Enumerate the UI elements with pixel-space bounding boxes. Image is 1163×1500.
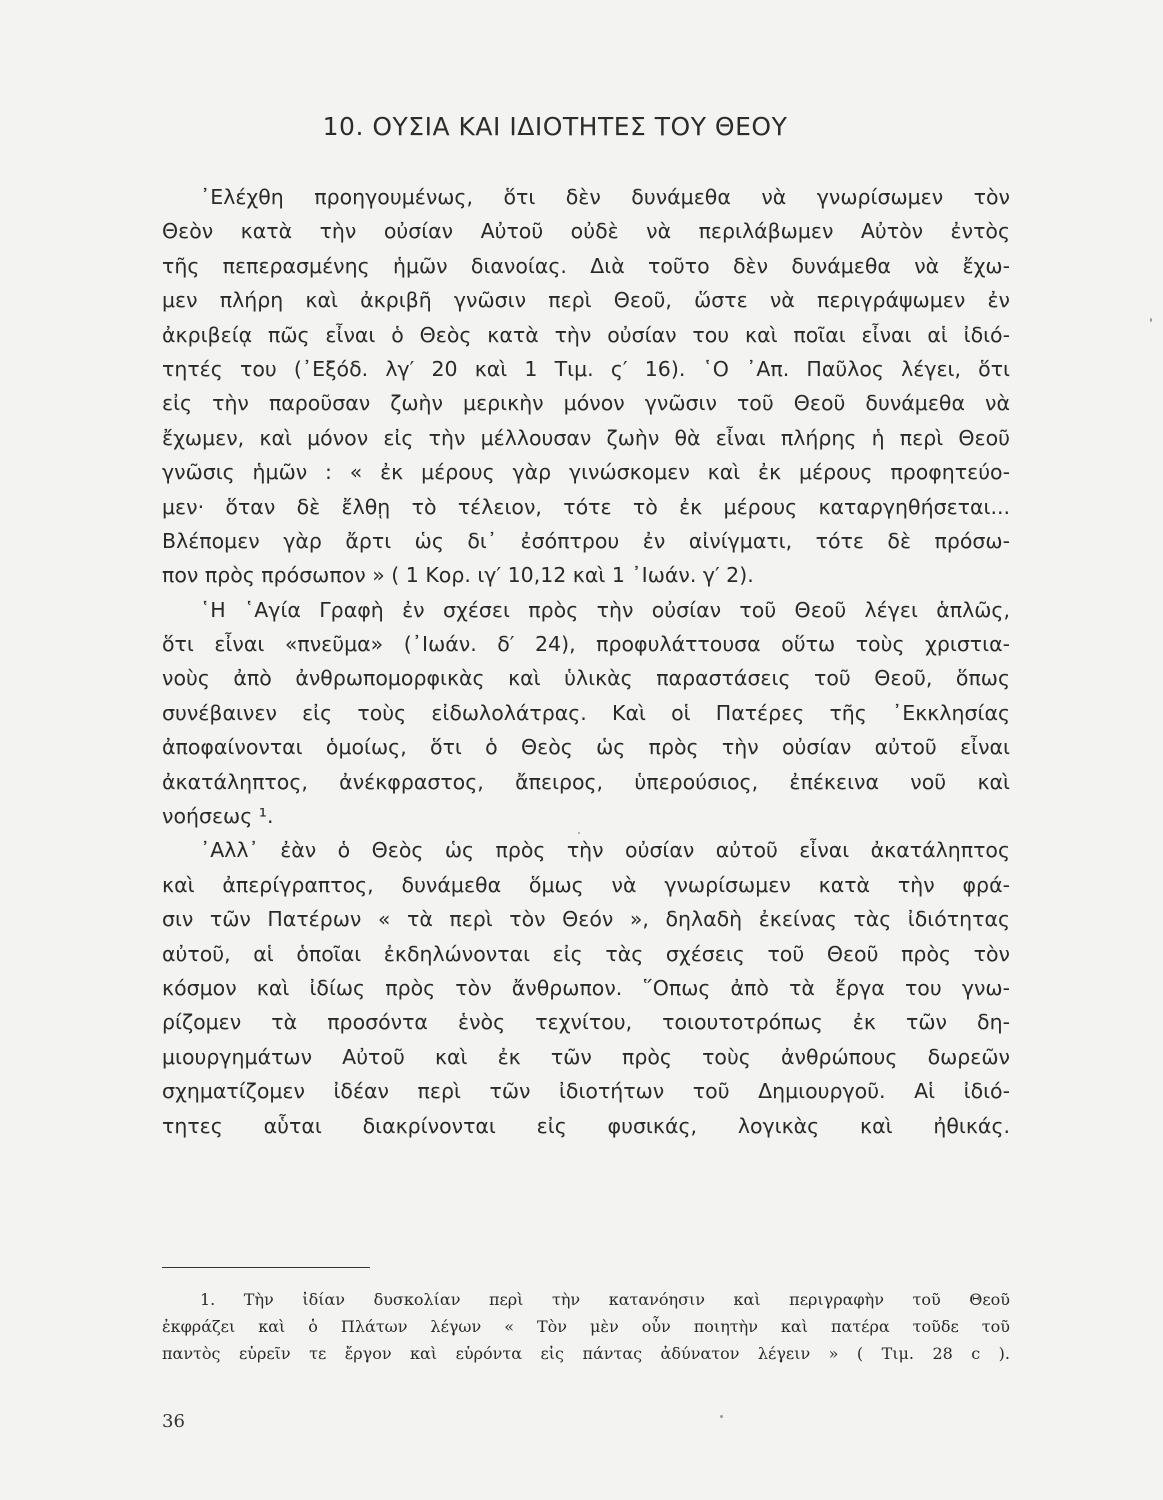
text-line: τῆς πεπερασμένης ἡμῶν διανοίας. Διὰ τοῦτο δὲν δυνάμεθα νὰ ἔχω- — [162, 253, 1010, 278]
paragraph-2 — [162, 593, 1010, 834]
footnote-divider — [162, 1267, 370, 1268]
text-line: Θεὸν κατὰ τὴν οὐσίαν Αὐτοῦ οὐδὲ νὰ περιλάβωμεν Αὐτὸν ἐντὸς — [162, 219, 1010, 244]
text-line: πον πρὸς πρόσωπον » ( 1 Κορ. ιγ′ 10,12 καὶ 1 ᾿Ιωάν. γ′ 2). — [162, 563, 754, 588]
text-line: εἰς τὴν παροῦσαν ζωὴν μερικὴν μόνον γνῶσιν τοῦ Θεοῦ δυνάμεθα νὰ — [162, 391, 1010, 416]
text-line: ἀκριβείᾳ πῶς εἶναι ὁ Θεὸς κατὰ τὴν οὐσίαν του καὶ ποῖαι εἶναι αἱ ἰδιό- — [162, 322, 1010, 347]
text-line: μεν πλήρη καὶ ἀκριβῆ γνῶσιν περὶ Θεοῦ, ὥστε νὰ περιγράψωμεν ἐν — [162, 288, 1010, 313]
text-line: ἀκατάληπτος, ἀνέκφραστος, ἄπειρος, ὑπερούσιος, ἐπέκεινα νοῦ καὶ — [162, 769, 1010, 794]
text-line: ᾿Αλλ᾿ ἐὰν ὁ Θεὸς ὡς πρὸς τὴν οὐσίαν αὐτοῦ εἶναι ἀκατάληπτος — [200, 838, 1010, 863]
footnote-line: 1. Τὴν ἰδίαν δυσκολίαν περὶ τὴν κατανόησιν καὶ περιγραφὴν τοῦ Θεοῦ — [200, 1290, 1010, 1309]
text-line: μιουργημάτων Αὐτοῦ καὶ ἐκ τῶν πρὸς τοὺς ἀνθρώπους δωρεῶν — [162, 1044, 1010, 1069]
text-line: ῾Η ῾Αγία Γραφὴ ἐν σχέσει πρὸς τὴν οὐσίαν τοῦ Θεοῦ λέγει ἁπλῶς, — [200, 597, 1010, 622]
text-line: σιν τῶν Πατέρων « τὰ περὶ τὸν Θεόν », δηλαδὴ ἐκείνας τὰς ἰδιότητας — [162, 907, 1010, 932]
text-line: συνέβαινεν εἰς τοὺς εἰδωλολάτρας. Καὶ οἱ Πατέρες τῆς ᾿Εκκλησίας — [162, 700, 1010, 725]
text-line: νοὺς ἀπὸ ἀνθρωπομορφικὰς καὶ ὑλικὰς παραστάσεις τοῦ Θεοῦ, ὅπως — [162, 666, 1010, 691]
text-line: Βλέπομεν γὰρ ἄρτι ὡς δι᾿ ἐσόπτρου ἐν αἰνίγματι, τότε δὲ πρόσω- — [162, 528, 1010, 553]
text-line: μεν· ὅταν δὲ ἔλθῃ τὸ τέλειον, τότε τὸ ἐκ μέρους καταργηθήσεται... — [162, 494, 1010, 519]
text-line: τητες αὗται διακρίνονται εἰς φυσικάς, λογικὰς καὶ ἠθικάς. — [162, 1113, 1010, 1138]
text-line: γνῶσις ἡμῶν : « ἐκ μέρους γὰρ γινώσκομεν καὶ ἐκ μέρους προφητεύο- — [162, 460, 1010, 485]
text-line: σχηματίζομεν ἰδέαν περὶ τῶν ἰδιοτήτων τοῦ Δημιουργοῦ. Αἱ ἰδιό- — [162, 1079, 1010, 1104]
footnote — [162, 1286, 1010, 1367]
text-line: ρίζομεν τὰ προσόντα ἑνὸς τεχνίτου, τοιουτοτρόπως ἐκ τῶν δη- — [162, 1010, 1010, 1035]
paragraph-3 — [162, 833, 1010, 1143]
scan-speck — [720, 1415, 723, 1418]
text-line: νοήσεως ¹. — [162, 804, 274, 829]
text-line: ἔχωμεν, καὶ μόνον εἰς τὴν μέλλουσαν ζωὴν θὰ εἶναι πλήρης ἡ περὶ Θεοῦ — [162, 425, 1010, 450]
footnote-line: παντὸς εὑρεῖν τε ἔργον καὶ εὑρόντα εἰς πάντας ἀδύνατον λέγειν » ( Τιμ. 28 c ). — [162, 1344, 1010, 1363]
body-text — [162, 180, 1010, 1143]
text-line: κόσμον καὶ ἰδίως πρὸς τὸν ἄνθρωπον. ῞Οπως ἀπὸ τὰ ἔργα του γνω- — [162, 975, 1010, 1000]
text-line: τητές του (᾿Εξόδ. λγ′ 20 καὶ 1 Τιμ. ς′ 16). ῾Ο ᾿Απ. Παῦλος λέγει, ὅτι — [162, 356, 1010, 381]
text-line: ὅτι εἶναι «πνεῦμα» (᾿Ιωάν. δ′ 24), προφυλάττουσα οὕτω τοὺς χριστια- — [162, 632, 1010, 657]
text-line: αὐτοῦ, αἱ ὁποῖαι ἐκδηλώνονται εἰς τὰς σχέσεις τοῦ Θεοῦ πρὸς τὸν — [162, 941, 1010, 966]
text-line: ᾿Ελέχθη προηγουμένως, ὅτι δὲν δυνάμεθα νὰ γνωρίσωμεν τὸν — [200, 185, 1010, 209]
page-number: 36 — [162, 1411, 185, 1432]
text-line: καὶ ἀπερίγραπτος, δυνάμεθα ὅμως νὰ γνωρίσωμεν κατὰ τὴν φρά- — [162, 872, 1010, 897]
scan-speck — [1150, 318, 1152, 322]
footnote-line: ἐκφράζει καὶ ὁ Πλάτων λέγων « Τὸν μὲν οὖν ποιητὴν καὶ πατέρα τοῦδε τοῦ — [162, 1317, 1010, 1336]
paragraph-1 — [162, 180, 1010, 593]
chapter-title: 10. ΟΥΣΙΑ ΚΑΙ ΙΔΙΟΤΗΤΕΣ ΤΟΥ ΘΕΟΥ — [322, 112, 788, 141]
scan-speck — [578, 832, 580, 834]
text-line: ἀποφαίνονται ὁμοίως, ὅτι ὁ Θεὸς ὡς πρὸς τὴν οὐσίαν αὐτοῦ εἶναι — [162, 735, 1010, 760]
